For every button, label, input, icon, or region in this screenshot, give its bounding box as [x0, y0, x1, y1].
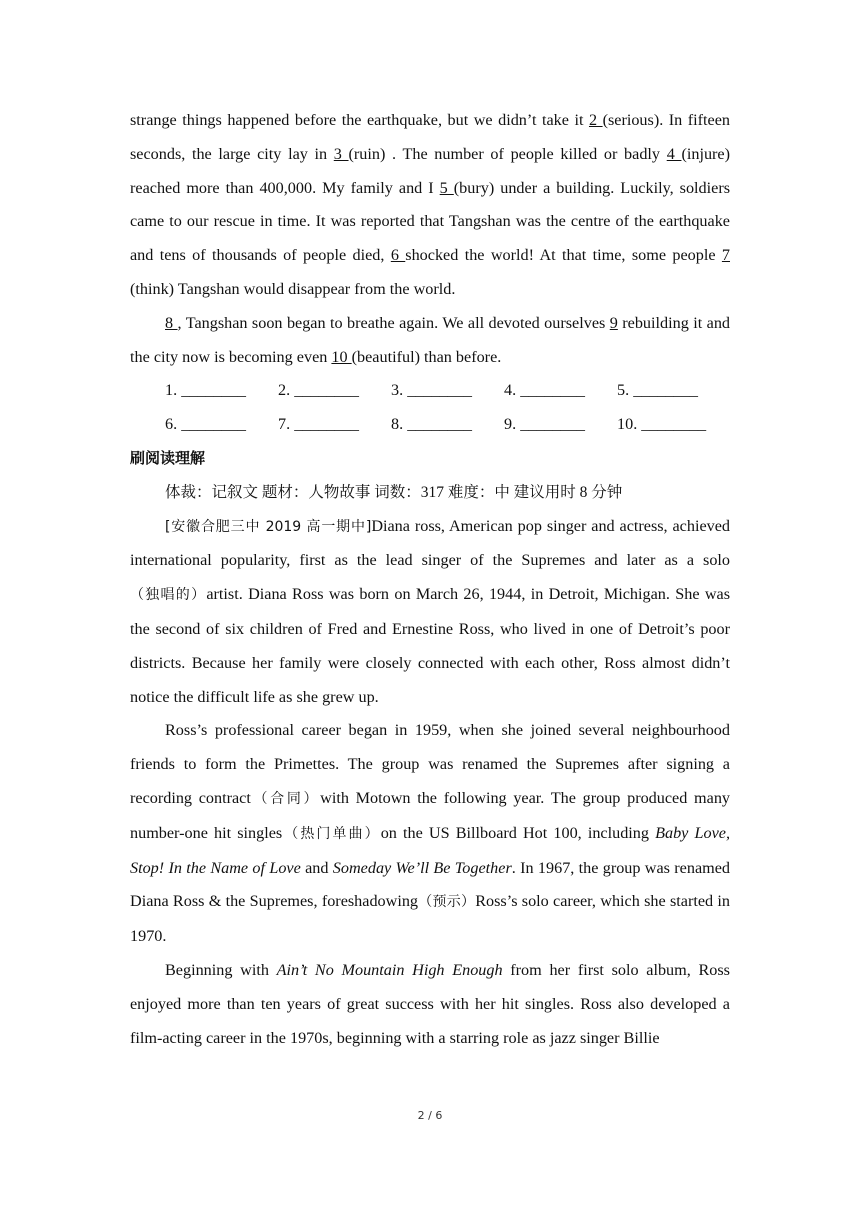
page-number: 2 / 6	[417, 1109, 443, 1122]
song-title: Someday We’ll Be Together	[332, 858, 512, 877]
reading-paragraph-2	[130, 714, 730, 954]
blank-7: 7	[721, 246, 730, 265]
answer-blank-7[interactable]: 7. ________	[278, 415, 359, 434]
answer-blank-8[interactable]: 8. ________	[391, 415, 472, 434]
text: (beautiful) than before.	[351, 347, 502, 366]
text: (injure) reached more than 400,000. My family and I	[130, 144, 731, 197]
text: from her first solo album, Ross enjoyed more than ten years of great success with her hit singles. Ross also developed a film-acting career in the 1970s, beginning with a starring role as jazz singer Billie	[130, 960, 730, 1047]
answer-blank-2[interactable]: 2. ________	[278, 381, 359, 400]
text: Ross’s solo career, which she started in 1970.	[130, 892, 730, 946]
blank-8: 8	[165, 313, 178, 332]
text: (think) Tangshan would disappear from the world.	[130, 279, 456, 298]
gloss: （热门单曲）	[282, 825, 381, 842]
answer-blank-5[interactable]: 5. ________	[617, 381, 698, 400]
reading-paragraph-1	[130, 510, 730, 715]
blank-9: 9	[609, 313, 618, 332]
text: strange things happened before the earthquake, but we didn’t take it	[130, 111, 589, 129]
text: with Motown the following year. The group produced many number-one hit singles	[130, 788, 731, 842]
text: Beginning with	[165, 960, 277, 979]
passage-paragraph-1	[130, 104, 730, 307]
reading-paragraph-3	[130, 954, 730, 1055]
answer-blank-4[interactable]: 4. ________	[504, 381, 585, 400]
document-page	[130, 104, 730, 1055]
blank-6: 6	[390, 246, 406, 265]
blank-3: 3	[333, 144, 349, 163]
text: (serious). In fifteen seconds, the large city lay in	[130, 111, 731, 163]
blank-4: 4	[666, 144, 682, 163]
text: . In 1967, the group was renamed Diana Ross & the Supremes, foreshadowing	[130, 858, 730, 911]
section-heading: 刷阅读理解	[130, 448, 206, 467]
text: (ruin) . The number of people killed or badly	[348, 144, 667, 163]
answer-blanks-row-1	[130, 374, 730, 408]
section-meta: 体裁：记叙文 题材：人物故事 词数：317 难度：中 建议用时 8 分钟	[165, 483, 623, 501]
gloss: （独唱的）	[130, 587, 207, 604]
gloss: （合同）	[250, 790, 321, 807]
answer-blank-3[interactable]: 3. ________	[391, 381, 472, 400]
blank-10: 10	[331, 347, 352, 366]
text: Diana ross, American pop singer and actress, achieved international popularity, first as the lead singer of the Supremes and later as a solo	[130, 516, 731, 570]
text: Ross’s professional career began in 1959, when she joined several neighbourhood friends to form the Primettes. The group was renamed the Supremes after signing a recording contract	[130, 721, 730, 807]
passage-paragraph-2	[130, 307, 730, 375]
blank-5: 5	[439, 178, 454, 197]
answer-blank-6[interactable]: 6. ________	[165, 415, 246, 434]
text: artist. Diana Ross was born on March 26, 1944, in Detroit, Michigan. She was the second of six children of Fred and Ernestine Ross, who lived in one of Detroit’s poor districts. Because her family were closely connected with each other, Ross almost didn’t notice the difficult life as she grew up.	[130, 585, 731, 706]
source-tag: [安徽合肥三中 2019 高一期中]	[165, 518, 372, 535]
answer-blank-9[interactable]: 9. ________	[504, 415, 585, 434]
text: and	[300, 858, 333, 877]
text: shocked the world! At that time, some people	[405, 246, 722, 265]
gloss: （预示）	[418, 894, 476, 911]
text: on the US Billboard Hot 100, including	[380, 823, 656, 842]
answer-blank-10[interactable]: 10. ________	[617, 415, 707, 434]
blank-2: 2	[588, 111, 603, 129]
song-title: Baby Love, Stop! In the Name of Love	[130, 823, 731, 877]
answer-blanks-row-2	[130, 408, 730, 442]
song-title: Ain’t No Mountain High Enough	[276, 960, 503, 979]
answer-blank-1[interactable]: 1. ________	[165, 381, 246, 400]
text: , Tangshan soon began to breathe again. We all devoted ourselves	[177, 313, 610, 332]
text: (bury) under a building. Luckily, soldiers came to our rescue in time. It was reported that Tangshan was the centre of the earthquake and tens of thousands of people died,	[130, 178, 731, 265]
text: rebuilding it and the city now is becoming even	[130, 313, 731, 366]
